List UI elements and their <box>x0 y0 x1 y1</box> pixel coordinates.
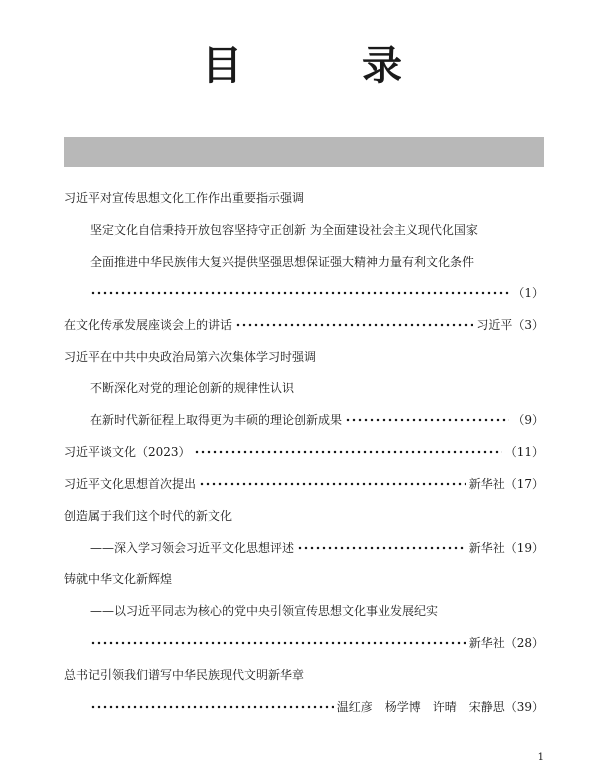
dot-leader <box>297 538 466 558</box>
toc-entry-page: 新华社（17） <box>468 477 544 491</box>
toc-entry[interactable] <box>90 220 544 240</box>
toc-entry[interactable] <box>64 188 544 208</box>
toc-entry[interactable] <box>64 506 544 526</box>
dot-leader <box>235 315 473 335</box>
toc-entry[interactable] <box>64 347 544 367</box>
toc-entry-title: 铸就中华文化新辉煌 <box>64 572 173 586</box>
page-title: 目 录 <box>202 43 442 89</box>
toc-entry-page: 温红彦 杨学博 许晴 宋静思（39） <box>336 700 544 714</box>
dot-leader <box>90 633 466 653</box>
toc-entry-title: ——以习近平同志为核心的党中央引领宣传思想文化事业发展纪实 <box>90 604 439 618</box>
toc-entry-title: 习近平对宣传思想文化工作作出重要指示强调 <box>64 191 305 205</box>
dot-leader <box>345 410 509 430</box>
toc-entry-title: ——深入学习领会习近平文化思想评述 <box>90 541 295 555</box>
toc-entry[interactable] <box>90 538 544 558</box>
toc-entry[interactable] <box>64 665 544 685</box>
toc-entry[interactable] <box>64 442 544 462</box>
toc-entry[interactable] <box>64 569 544 589</box>
dot-leader <box>90 283 509 303</box>
toc-entry[interactable] <box>90 252 544 272</box>
toc-entry-page: （9） <box>512 413 544 427</box>
toc-entry-title: 习近平在中共中央政治局第六次集体学习时强调 <box>64 350 317 364</box>
toc-entry-page: 新华社（28） <box>468 636 544 650</box>
toc-entry[interactable] <box>90 378 544 398</box>
toc-entry[interactable] <box>64 315 544 335</box>
toc-entry[interactable] <box>90 283 544 303</box>
page-number: 1 <box>537 752 544 763</box>
toc-entry-title: 在新时代新征程上取得更为丰硕的理论创新成果 <box>90 413 343 427</box>
toc-entry-page: 习近平（3） <box>476 318 544 332</box>
toc-entry-title: 坚定文化自信秉持开放包容坚持守正创新 为全面建设社会主义现代化国家 <box>90 223 478 237</box>
toc-entry[interactable] <box>90 697 544 717</box>
toc-entry-title: 不断深化对党的理论创新的规律性认识 <box>90 381 295 395</box>
toc-entry-page: （1） <box>512 286 544 300</box>
toc-entry-title: 习近平谈文化（2023） <box>64 445 191 459</box>
toc-entry-page: （11） <box>504 445 544 459</box>
toc-entry[interactable] <box>64 474 544 494</box>
toc-entry-title: 全面推进中华民族伟大复兴提供坚强思想保证强大精神力量有利文化条件 <box>90 255 475 269</box>
toc-entry-title: 习近平文化思想首次提出 <box>64 477 197 491</box>
toc-entry[interactable] <box>90 410 544 430</box>
toc-entry[interactable] <box>90 601 544 621</box>
header-bar <box>64 137 544 167</box>
toc-entry-page: 新华社（19） <box>468 541 544 555</box>
dot-leader <box>199 474 466 494</box>
dot-leader <box>194 442 502 462</box>
toc-entry-title: 创造属于我们这个时代的新文化 <box>64 509 233 523</box>
toc-entry[interactable] <box>90 633 544 653</box>
dot-leader <box>90 697 334 717</box>
toc-entry-title: 在文化传承发展座谈会上的讲话 <box>64 318 233 332</box>
toc-entry-title: 总书记引领我们谱写中华民族现代文明新华章 <box>64 668 305 682</box>
